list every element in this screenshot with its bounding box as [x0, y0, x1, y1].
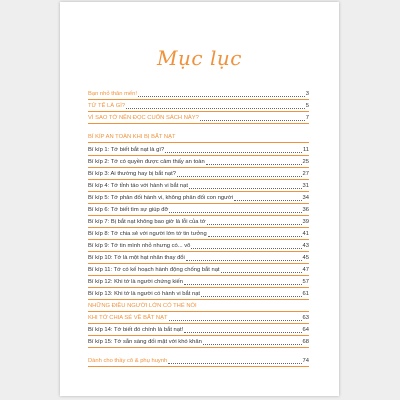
dot-leader [126, 108, 305, 109]
toc-entry[interactable] [88, 156, 309, 166]
toc-entry-label: NHỮNG ĐIỀU NGƯỜI LỚN CÓ THỂ NÓI [88, 303, 197, 309]
toc-entry-label: Bí kíp 14: Tớ biết đó chính là bắt nạt! [88, 327, 184, 333]
dot-leader [186, 260, 302, 261]
toc-entry-page: 41 [302, 231, 309, 237]
dot-leader [203, 344, 302, 345]
toc-entry-label: Bí kíp 4: Tớ tỉnh táo với hành vi bắt nạt [88, 183, 188, 189]
dot-leader [168, 363, 301, 364]
toc-entry-label: Bí kíp 15: Tớ sẵn sàng đối mặt với khó khăn [88, 339, 202, 345]
dot-leader [221, 272, 302, 273]
toc-entry-label: Bí kíp 7: Bị bắt nạt không bao giờ là lỗi của tớ [88, 219, 206, 225]
toc-entry[interactable] [88, 100, 309, 110]
toc-entry-page: 5 [305, 103, 309, 109]
dot-leader [177, 176, 302, 177]
toc-entry-label: Bí kíp 10: Tớ là một hạt nhân thay đổi [88, 255, 185, 261]
toc-entry-label: Bạn nhỏ thân mến! [88, 91, 137, 97]
toc-entry[interactable] [88, 180, 309, 190]
toc-section-heading[interactable] [88, 131, 309, 141]
divider [88, 347, 309, 348]
toc-entry-label: Bí kíp 1: Tớ biết bắt nạt là gì? [88, 147, 165, 153]
toc-entry-label: TỬ TẾ LÀ GÌ? [88, 103, 126, 109]
divider [88, 142, 309, 143]
dot-leader [206, 164, 302, 165]
toc-entry[interactable] [88, 276, 309, 286]
toc-entry-label: Bí kíp 12: Khi tớ là người chứng kiến [88, 279, 183, 285]
dot-leader [169, 212, 301, 213]
toc-entry-page: 11 [302, 147, 309, 153]
divider [88, 366, 309, 367]
toc-entry-page: 47 [302, 267, 309, 273]
dot-leader [165, 152, 302, 153]
dot-leader [191, 248, 301, 249]
toc-entry-label: KHI TỚ CHIA SẺ VỀ BẮT NẠT [88, 315, 168, 321]
toc-entry[interactable] [88, 216, 309, 226]
toc-entry-page: 25 [302, 159, 309, 165]
toc-entry-label: Bí kíp 6: Tớ biết tìm sự giúp đỡ [88, 207, 169, 213]
toc-entry[interactable] [88, 288, 309, 298]
toc-section-heading[interactable] [88, 300, 309, 310]
dot-leader [207, 224, 302, 225]
toc-entry[interactable] [88, 264, 309, 274]
toc-entry-label: Bí kíp 13: Khi tớ là người có hành vi bắt nạt [88, 291, 201, 297]
toc-entry-page: 63 [302, 315, 309, 321]
toc-entry[interactable] [88, 204, 309, 214]
toc-entry[interactable] [88, 192, 309, 202]
dot-leader [169, 320, 302, 321]
divider [88, 123, 309, 124]
toc-entry-page: 64 [302, 327, 309, 333]
toc-entry-page: 43 [302, 243, 309, 249]
toc-entry[interactable] [88, 312, 309, 322]
toc-entry-page: 7 [305, 115, 309, 121]
page-title: Mục lục [157, 46, 242, 70]
toc-entry[interactable] [88, 355, 309, 365]
toc-entry[interactable] [88, 324, 309, 334]
toc-entry-page: 3 [305, 91, 309, 97]
toc-entry-page: 31 [302, 183, 309, 189]
dot-leader [234, 200, 301, 201]
book-page [60, 2, 339, 396]
toc-entry[interactable] [88, 336, 309, 346]
dot-leader [208, 236, 302, 237]
toc-entry-label: Bí kíp 9: Tớ tin mình nhỏ nhưng có... võ [88, 243, 191, 249]
toc-entry[interactable] [88, 240, 309, 250]
dot-leader [189, 188, 302, 189]
toc-entry-label: Bí kíp 11: Tớ có kế hoạch hành động chống bắt nạt [88, 267, 220, 273]
toc-entry-page: 39 [302, 219, 309, 225]
toc-entry-page: 45 [302, 255, 309, 261]
toc-entry-page: 74 [302, 358, 309, 364]
toc-entry[interactable] [88, 112, 309, 122]
toc-entry-label: Bí kíp 3: Ai thường hay bị bắt nạt? [88, 171, 176, 177]
toc-entry[interactable] [88, 88, 309, 98]
toc-entry-page: 68 [302, 339, 309, 345]
toc-entry-page: 34 [302, 195, 309, 201]
dot-leader [138, 96, 305, 97]
toc-entry-label: Bí kíp 2: Tớ có quyền được cảm thấy an toàn [88, 159, 205, 165]
toc-entry-page: 36 [302, 207, 309, 213]
dot-leader [201, 296, 302, 297]
toc-entry[interactable] [88, 252, 309, 262]
dot-leader [184, 332, 301, 333]
toc-entry-label: BÍ KÍP AN TOÀN KHI BỊ BẮT NẠT [88, 134, 176, 140]
dot-leader [200, 120, 305, 121]
toc-entry-page: 61 [302, 291, 309, 297]
toc-entry-label: Dành cho thầy cô & phụ huynh [88, 358, 168, 364]
toc-entry-label: Bí kíp 5: Tớ phản đối hành vi, không phản đối con người [88, 195, 234, 201]
toc-entry-page: 27 [302, 171, 309, 177]
toc-entry[interactable] [88, 144, 309, 154]
dot-leader [184, 284, 302, 285]
toc-entry-label: Bí kíp 8: Tớ chia sẻ với người lớn tớ tin tưởng [88, 231, 207, 237]
toc-entry[interactable] [88, 228, 309, 238]
toc-entry[interactable] [88, 168, 309, 178]
toc-entry-page: 57 [302, 279, 309, 285]
toc-entry-label: VÌ SAO TỚ NÊN ĐỌC CUỐN SÁCH NÀY? [88, 115, 199, 121]
